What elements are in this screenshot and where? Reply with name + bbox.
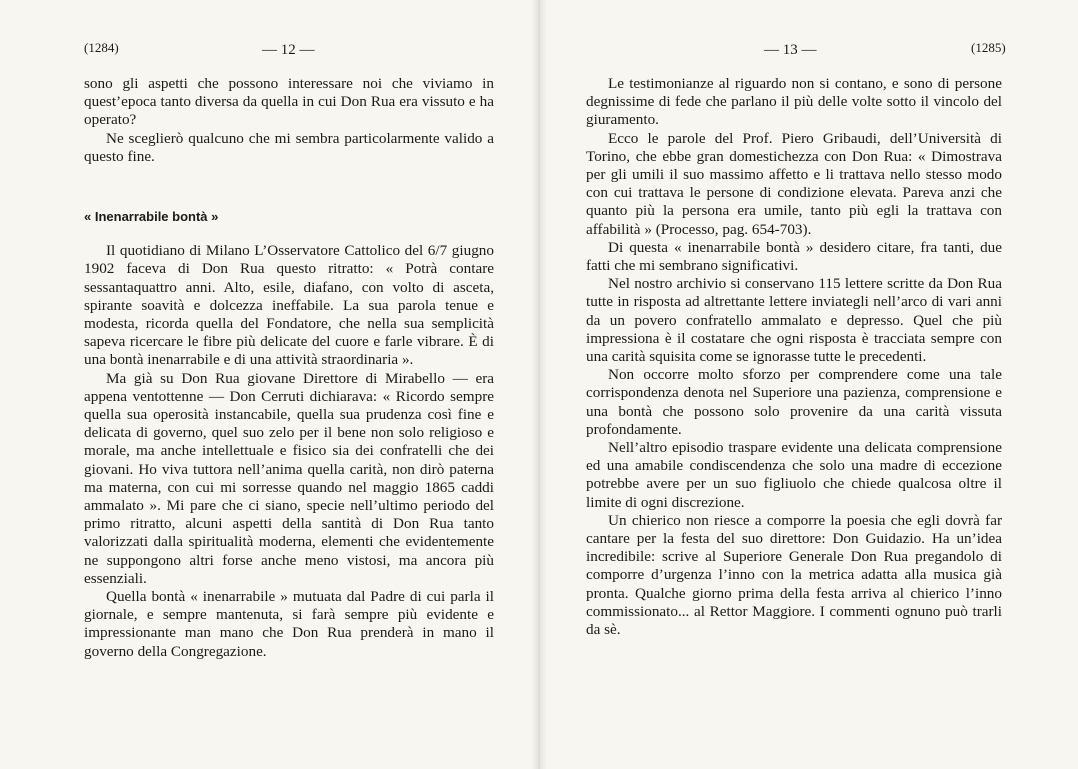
paragraph: Quella bontà « inenarrabile » mutuata dal Padre di cui parla il giornale, e sempre mantenuta, si farà sempre più evidente e impressionante man mano che Don Rua prenderà in mano il governo della Congregazione.: [84, 588, 494, 660]
paragraph: Le testimonianze al riguardo non si contano, e sono di persone degnissime di fede che parlano il più delle volte sotto il vincolo del giuramento.: [586, 75, 1002, 129]
right-page-number: — 13 —: [764, 42, 817, 58]
paragraph: Nel nostro archivio si conservano 115 lettere scritte da Don Rua tutte in risposta ad altrettante lettere inviategli nell’arco di vari anni da un povero confratello ammalato e depresso. Quel che più impressiona è il costatare che ogni risposta è tracciata sempre con una carità squisita come se ignorasse tutte le precedenti.: [586, 275, 1002, 366]
left-page-code: (1284): [84, 40, 119, 55]
left-page: [0, 0, 538, 769]
paragraph: Un chierico non riesce a comporre la poesia che egli dovrà far cantare per la festa del suo direttore: Don Guidazio. Ha un’idea incredibile: scrive al Superiore Generale Don Rua pregandolo di comporre d’urgenza l’inno con la metrica adatta alla musica già pronta. Qualche giorno prima della festa arriva al chierico l’inno commissionato... al Rettor Maggiore. I commenti ognuno può trarli da sè.: [586, 511, 1002, 639]
right-page-body: [586, 75, 1002, 639]
left-page-number: — 12 —: [262, 42, 315, 58]
book-gutter: [531, 0, 547, 769]
paragraph: sono gli aspetti che possono interessare noi che viviamo in quest’epoca tanto diversa da quella in cui Don Rua era vissuto e ha operato?: [84, 75, 494, 129]
paragraph: Nell’altro episodio traspare evidente una delicata comprensione ed una amabile condiscendenza che solo una madre di eccezione potrebbe avere per un suo figliuolo che chiede qualcosa oltre il limite di ogni discrezione.: [586, 439, 1002, 511]
section-heading: « Inenarrabile bontà »: [84, 209, 219, 225]
paragraph: Ne sceglierò qualcuno che mi sembra particolarmente valido a questo fine.: [84, 129, 494, 165]
left-page-body: [84, 75, 494, 661]
paragraph: Il quotidiano di Milano L’Osservatore Cattolico del 6/7 giugno 1902 faceva di Don Rua questo ritratto: « Potrà contare sessantaquattro anni. Alto, esile, diafano, con volto di asceta, spirante soavità e dolcezza ineffabile. La sua parola tenue e modesta, ricorda quella del Fondatore, che nella sua semplicità sapeva ricercare le fibre più delicate del cuore e farle vibrare. È di una bontà inenarrabile e di una attività straordinaria ».: [84, 242, 494, 369]
paragraph: Ma già su Don Rua giovane Direttore di Mirabello — era appena ventottenne — Don Cerruti dichiarava: « Ricordo sempre quella sua operosità instancabile, quella sua prudenza così fine e delicata di governo, quel suo zelo per il bene non solo religioso e morale, ma anche intellettuale e fisico sia dei confratelli che dei giovani. Ho viva tuttora nell’anima quella carità, non dirò paterna ma materna, con cui mi sorresse quando nel maggio 1865 caddi ammalato ». Mi pare che ci siano, specie nell’ultimo periodo del primo ritratto, alcuni aspetti della santità di Don Rua tanto valorizzati dalla spiritualità moderna, elementi che evidentemente ne suppongono altri forse anche meno vistosi, ma ancora più essenziali.: [84, 369, 494, 587]
paragraph: Ecco le parole del Prof. Piero Gribaudi, dell’Università di Torino, che ebbe gran domestichezza con Don Rua: « Dimostrava per gli umili il suo massimo affetto e li trattava nello stesso modo con cui trattava le persone di condizione elevata. Pareva anzi che quanto più la persona era umile, tanto più egli la trattava con affabilità » (Processo, pag. 654-703).: [586, 129, 1002, 238]
right-page: [540, 0, 1078, 769]
right-page-code: (1285): [971, 40, 1006, 55]
paragraph: Non occorre molto sforzo per comprendere come una tale corrispondenza denota nel Superiore una pazienza, comprensione e una bontà che possono solo provenire da una carità vissuta profondamente.: [586, 366, 1002, 438]
paragraph: Di questa « inenarrabile bontà » desidero citare, fra tanti, due fatti che mi sembrano significativi.: [586, 238, 1002, 275]
